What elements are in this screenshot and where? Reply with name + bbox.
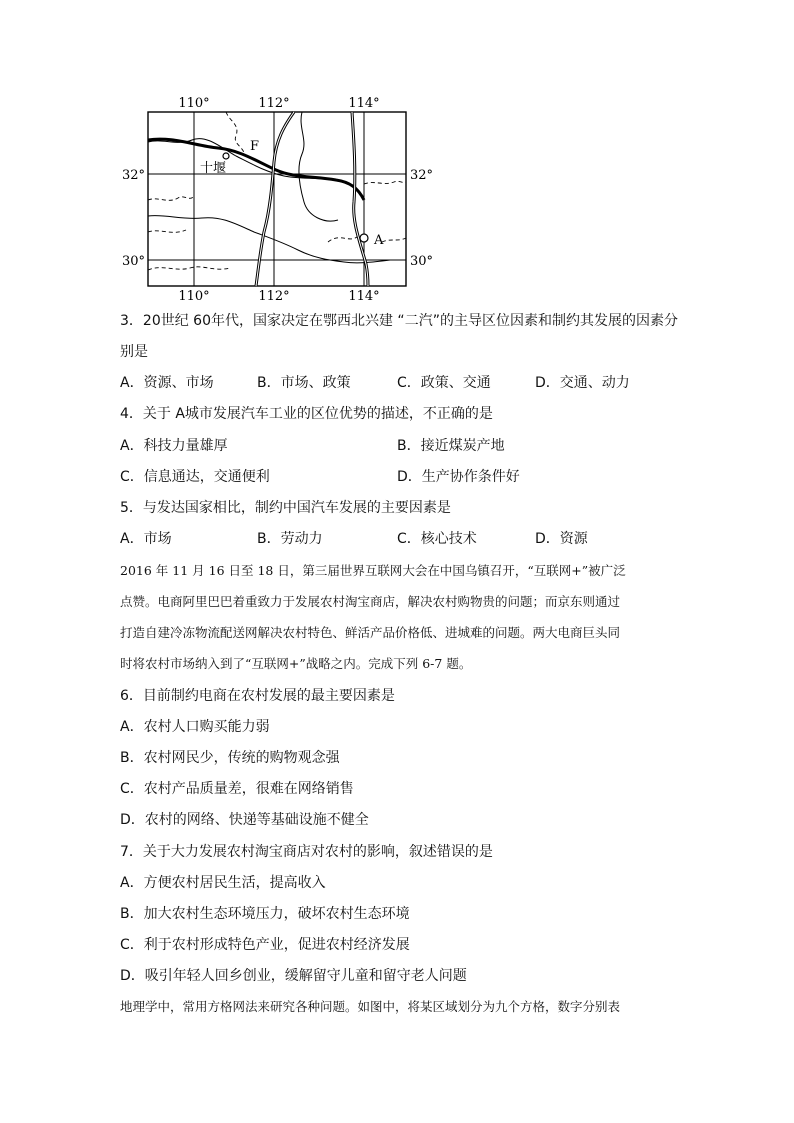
label-right-32: 32° [410, 168, 434, 183]
q6-stem: 6．目前制约电商在农村发展的最主要因素是 [120, 688, 395, 704]
q4-option-b: B．接近煤炭产地 [397, 438, 505, 454]
passage1-line2: 点赞。电商阿里巴巴着重致力于发展农村淘宝商店，解决农村购物贵的问题；而京东则通过 [120, 594, 621, 609]
q5-option-b: B．劳动力 [257, 531, 323, 547]
q6-option-b: B．农村网民少，传统的购物观念强 [120, 750, 340, 766]
passage1-line3: 打造自建冷冻物流配送网解决农村特色、鲜活产品价格低、进城难的问题。两大电商巨头同 [120, 625, 621, 640]
q7-option-a: A．方便农村居民生活，提高收入 [120, 875, 326, 891]
label-top-112: 112° [258, 96, 290, 111]
q4-option-c: C．信息通达，交通便利 [120, 469, 270, 485]
q3-stem-line1: 3．20世纪 60年代，国家决定在鄂西北兴建 “二汽”的主导区位因素和制约其发展的因素分 [120, 313, 678, 329]
label-bottom-114: 114° [348, 289, 380, 302]
q5-option-d: D．资源 [535, 531, 588, 547]
q3-option-a: A．资源、市场 [120, 375, 214, 391]
passage1-line4: 时将农村市场纳入到了“互联网+”战略之内。完成下列 6-7 题。 [120, 656, 472, 671]
passage2-line1: 地理学中，常用方格网法来研究各种问题。如图中，将某区域划分为九个方格，数字分别表 [120, 999, 621, 1014]
q6-option-d: D．农村的网络、快递等基础设施不健全 [120, 812, 369, 828]
label-top-110: 110° [178, 96, 210, 111]
q6-option-a: A．农村人口购买能力弱 [120, 719, 270, 735]
q4-stem: 4．关于 A城市发展汽车工业的区位优势的描述，不正确的是 [120, 406, 493, 422]
q3-option-b: B．市场、政策 [257, 375, 351, 391]
q4-option-a: A．科技力量雄厚 [120, 438, 228, 454]
label-left-30: 30° [121, 254, 145, 269]
q3-stem-line2: 别是 [120, 344, 148, 360]
q4-option-d: D．生产协作条件好 [397, 469, 520, 485]
q7-option-d: D．吸引年轻人回乡创业，缓解留守儿童和留守老人问题 [120, 968, 467, 984]
passage1-line1: 2016 年 11 月 16 日至 18 日，第三届世界互联网大会在中国乌镇召开，“互联网+”被广泛 [120, 563, 626, 578]
label-bottom-110: 110° [178, 289, 210, 302]
q6-option-c: C．农村产品质量差，很难在网络销售 [120, 781, 354, 797]
label-bottom-112: 112° [258, 289, 290, 302]
label-point-f: F [250, 139, 260, 154]
label-point-a: A [374, 233, 384, 248]
label-city-shiyan: 十堰 [200, 161, 227, 176]
q7-option-b: B．加大农村生态环境压力，破坏农村生态环境 [120, 906, 410, 922]
q7-option-c: C．利于农村形成特色产业，促进农村经济发展 [120, 937, 410, 953]
q3-option-c: C．政策、交通 [397, 375, 491, 391]
q3-option-d: D．交通、动力 [535, 375, 630, 391]
label-top-114: 114° [348, 96, 380, 111]
q5-stem: 5．与发达国家相比，制约中国汽车发展的主要因素是 [120, 500, 451, 516]
label-left-32: 32° [121, 168, 145, 183]
city-marker-shiyan [223, 153, 229, 159]
city-marker-a [360, 234, 368, 242]
label-right-30: 30° [410, 254, 434, 269]
location-map [118, 92, 438, 302]
province-boundaries [148, 112, 406, 270]
q7-stem: 7．关于大力发展农村淘宝商店对农村的影响，叙述错误的是 [120, 844, 493, 860]
q5-option-a: A．市场 [120, 531, 172, 547]
q5-option-c: C．核心技术 [397, 531, 477, 547]
